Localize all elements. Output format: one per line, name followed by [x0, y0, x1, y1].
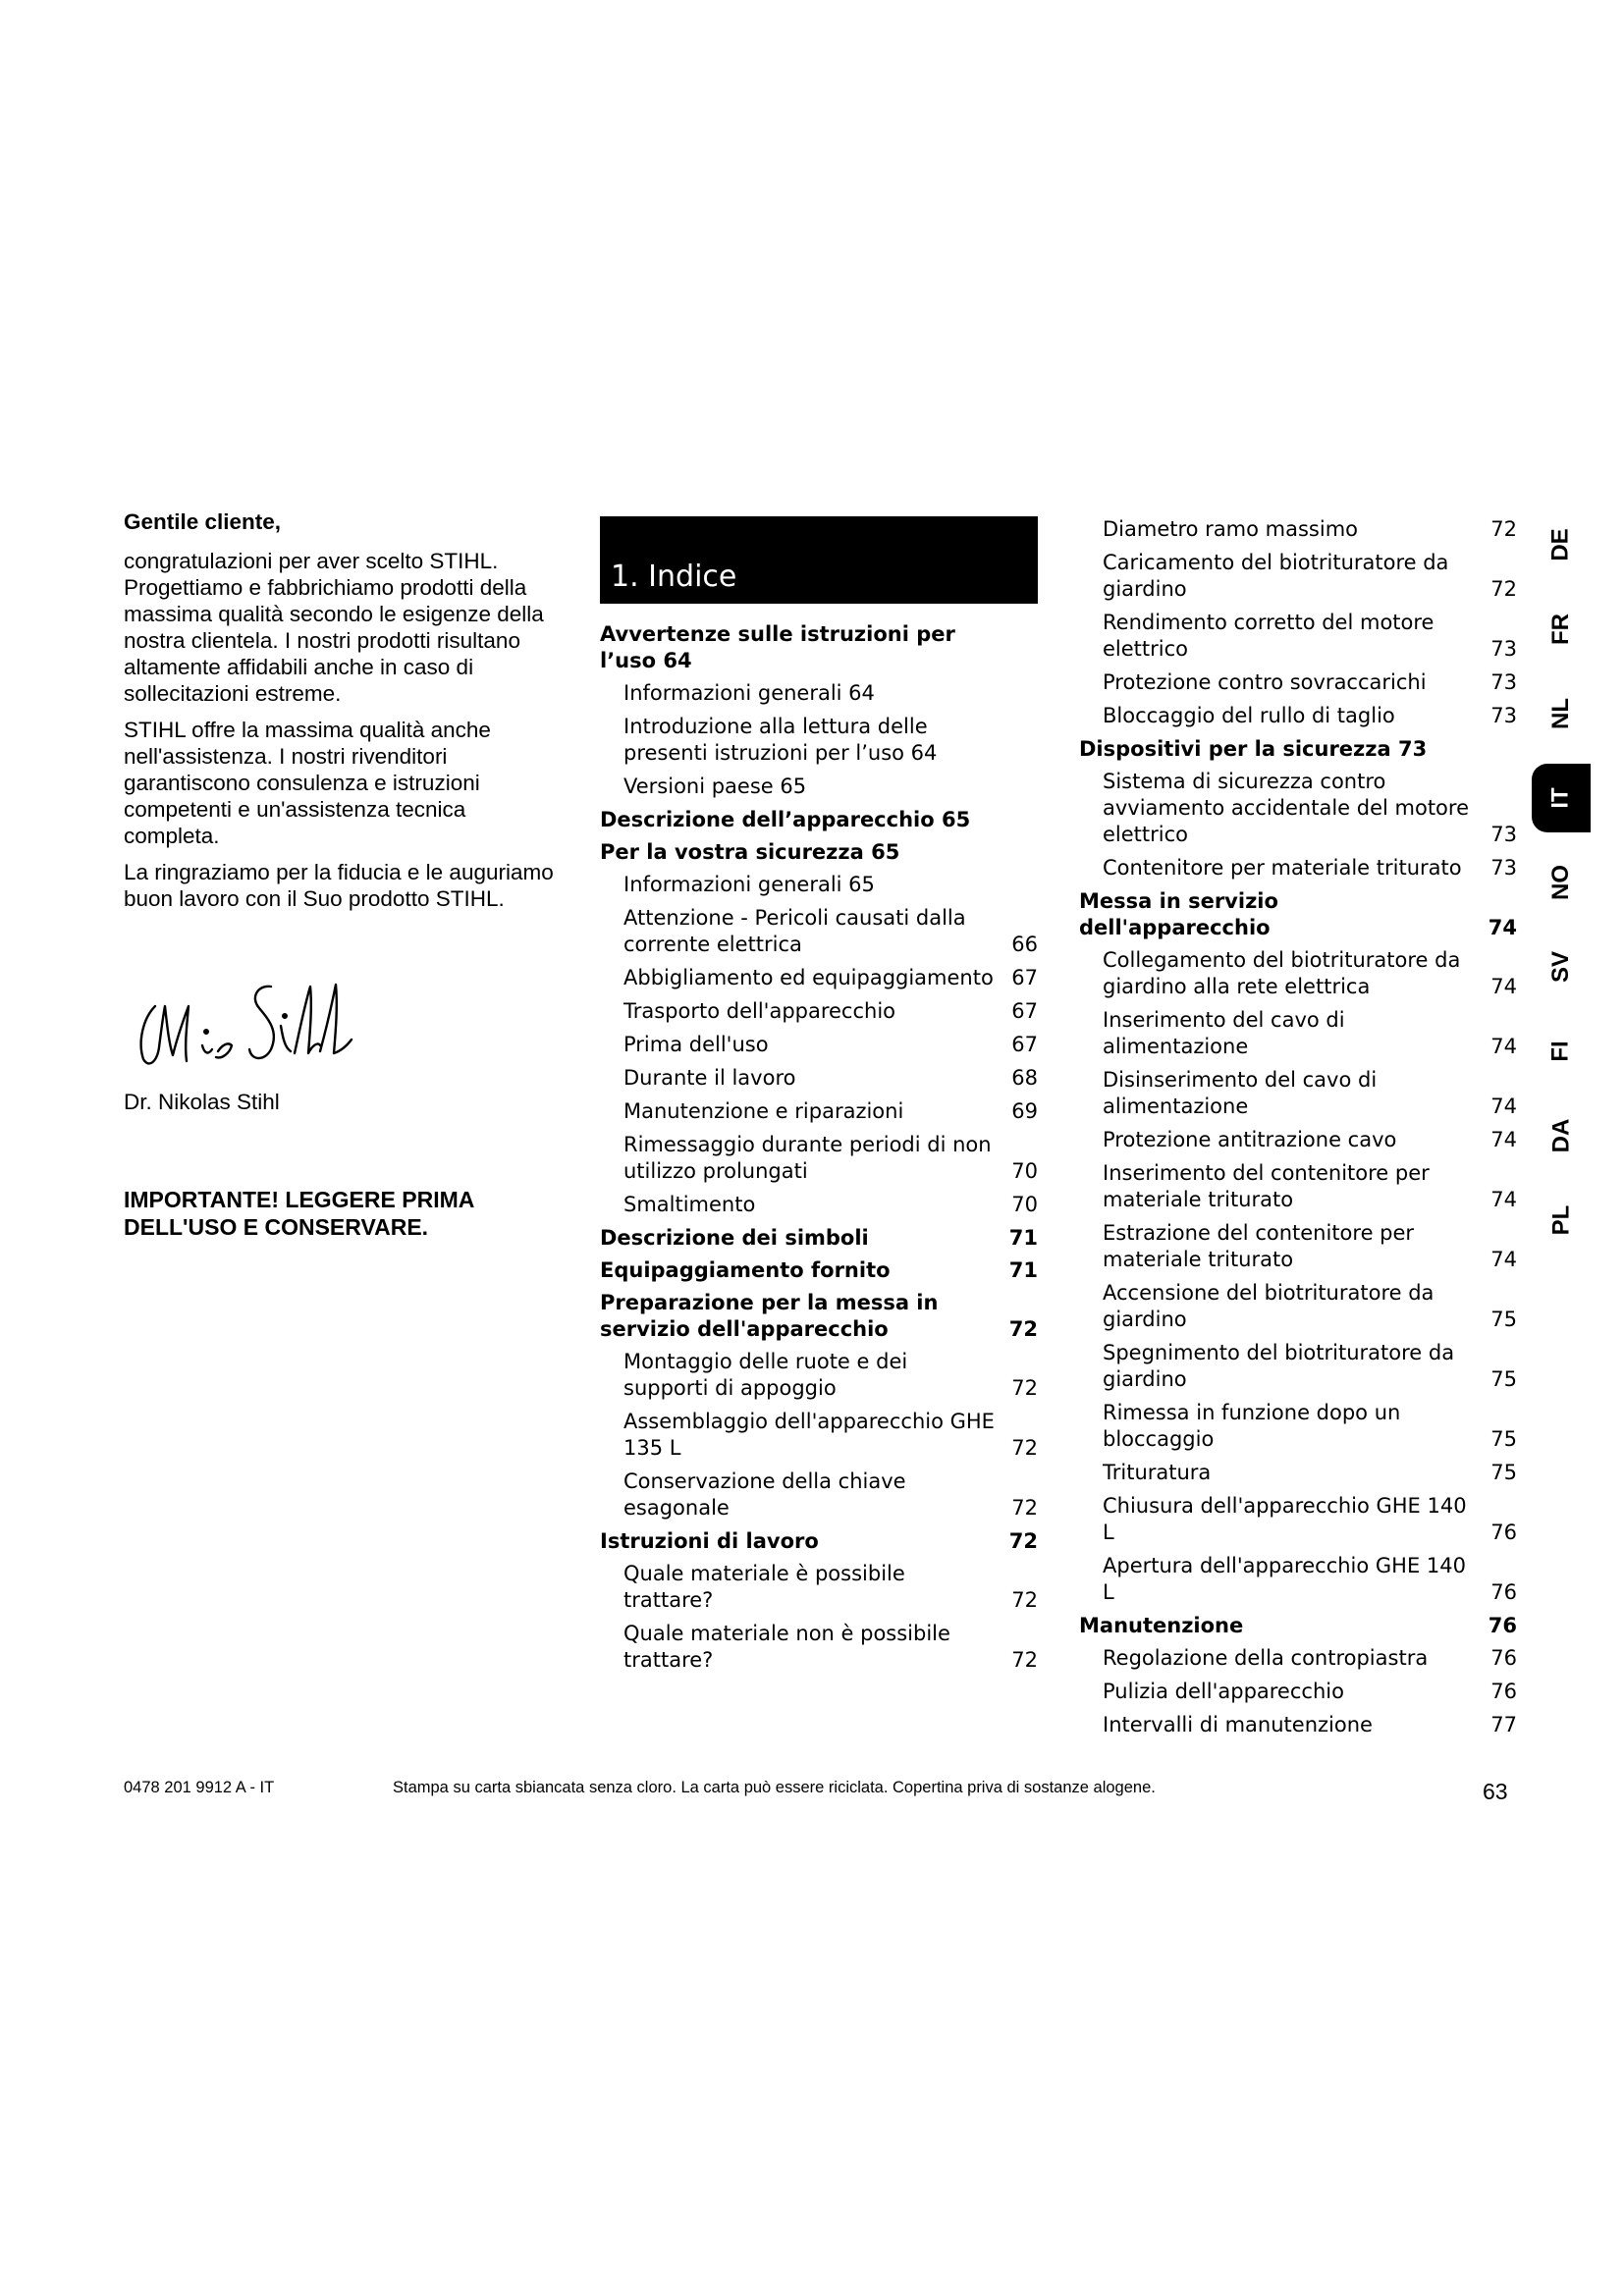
toc-heading	[600, 516, 1038, 604]
toc-entry-title: Trasporto dell'apparecchio	[623, 999, 896, 1023]
toc-entry-title: Manutenzione e riparazioni	[623, 1099, 904, 1123]
toc-entry	[1079, 1645, 1517, 1672]
toc-entry-title: Pulizia dell'apparecchio	[1103, 1680, 1344, 1703]
toc-entry-title: Prima dell'uso	[623, 1033, 769, 1056]
toc-entry	[600, 621, 1038, 674]
language-tab-fr	[1532, 595, 1591, 664]
language-tab-label: SV	[1546, 950, 1574, 984]
toc-entry-page: 74	[1490, 975, 1517, 998]
toc-entry-title: Estrazione del contenitore per materiale triturato	[1103, 1221, 1415, 1271]
toc-entry-page: 72	[1490, 577, 1517, 601]
toc-entry-page: 72	[1011, 1376, 1038, 1400]
signatory-name: Dr. Nikolas Stihl	[124, 1090, 280, 1114]
toc-entry-title: Abbigliamento ed equipaggiamento	[623, 966, 994, 989]
toc-heading-text: 1. Indice	[611, 560, 737, 594]
toc-entry-page: 76	[1490, 1580, 1517, 1604]
toc-entry-page: 75	[1490, 1427, 1517, 1451]
language-tab-no	[1532, 848, 1591, 917]
toc-entry-page: 72	[1011, 1436, 1038, 1460]
toc-entry-title: Protezione antitrazione cavo	[1103, 1128, 1397, 1151]
toc-entry-page: 71	[1008, 1258, 1038, 1282]
toc-entry	[1079, 1067, 1517, 1120]
toc-column-2	[1079, 516, 1517, 1745]
important-notice: IMPORTANTE! LEGGERE PRIMA DELL'USO E CONSERVARE.	[124, 1187, 474, 1240]
signature-image	[124, 967, 359, 1075]
toc-entry-title: Spegnimento del biotrituratore da giardino	[1103, 1341, 1455, 1391]
toc-entry	[600, 774, 1038, 800]
toc-entry	[1079, 736, 1517, 763]
toc-entry	[1079, 1007, 1517, 1060]
toc-entry-page: 73	[1490, 856, 1517, 880]
intro-paragraph-1: congratulazioni per aver scelto STIHL. Progettiamo e fabbrichiamo prodotti della massima qualità secondo le esigenze della nostra clientela. I nostri prodotti risultano altamente affidabili anche in caso di sollecitazioni estreme.	[124, 549, 544, 706]
toc-entry-page: 72	[1008, 1529, 1038, 1553]
toc-entry-page: 71	[1008, 1226, 1038, 1250]
language-tab-label: PL	[1546, 1204, 1574, 1236]
toc-entry-page: 74	[1490, 1095, 1517, 1118]
toc-entry	[1079, 947, 1517, 1000]
toc-entry	[1079, 550, 1517, 603]
toc-list-1	[600, 621, 1038, 1674]
toc-entry	[1079, 1712, 1517, 1738]
toc-entry	[600, 998, 1038, 1025]
toc-entry-page: 69	[1011, 1099, 1038, 1123]
toc-entry-page: 72	[1011, 1496, 1038, 1520]
language-tab-label: IT	[1546, 787, 1574, 809]
page-footer	[0, 1779, 1624, 1808]
toc-entry	[1079, 769, 1517, 848]
language-tab-label: FI	[1546, 1041, 1574, 1062]
language-tab-it	[1532, 764, 1591, 832]
language-tab-pl	[1532, 1186, 1591, 1255]
intro-paragraph-3: La ringraziamo per la fiducia e le auguriamo buon lavoro con il Suo prodotto STIHL.	[124, 860, 554, 911]
language-tab-label: NL	[1547, 698, 1574, 729]
toc-entry	[600, 1192, 1038, 1218]
toc-entry-title: Diametro ramo massimo	[1103, 517, 1359, 541]
language-tab-label: DE	[1547, 528, 1574, 561]
toc-entry-page: 74	[1490, 1035, 1517, 1058]
toc-entry-page: 67	[1011, 999, 1038, 1023]
toc-entry-title: Manutenzione	[1079, 1614, 1244, 1637]
toc-entry	[600, 1561, 1038, 1614]
toc-entry	[600, 1349, 1038, 1402]
toc-entry-title: Avvertenze sulle istruzioni per l’uso 64	[600, 622, 955, 672]
toc-entry-page: 76	[1490, 1646, 1517, 1670]
toc-entry	[600, 905, 1038, 958]
toc-entry-page: 77	[1490, 1713, 1517, 1736]
toc-entry	[1079, 516, 1517, 543]
toc-entry-title: Informazioni generali 65	[623, 873, 875, 896]
toc-entry-title: Disinserimento del cavo di alimentazione	[1103, 1068, 1378, 1118]
toc-entry	[1079, 1280, 1517, 1333]
toc-entry-page: 74	[1490, 1188, 1517, 1211]
language-tab-label: DA	[1546, 1118, 1574, 1153]
toc-entry-title: Inserimento del cavo di alimentazione	[1103, 1008, 1345, 1058]
toc-entry	[1079, 1220, 1517, 1273]
toc-entry-page: 73	[1490, 637, 1517, 661]
toc-entry-title: Intervalli di manutenzione	[1103, 1713, 1373, 1736]
toc-entry-page: 67	[1011, 1033, 1038, 1056]
toc-entry-page: 70	[1011, 1159, 1038, 1183]
page-number: 63	[1483, 1779, 1508, 1804]
language-tabs	[1532, 510, 1591, 1276]
toc-entry	[600, 1468, 1038, 1522]
toc-entry-page: 74	[1490, 1128, 1517, 1151]
language-tab-nl	[1532, 679, 1591, 748]
language-tab-label: FR	[1547, 614, 1574, 645]
toc-entry-page: 72	[1011, 1588, 1038, 1612]
toc-entry-title: Chiusura dell'apparecchio GHE 140 L	[1103, 1494, 1467, 1544]
toc-entry-page: 73	[1490, 670, 1517, 694]
language-tab-da	[1532, 1101, 1591, 1170]
toc-entry-page: 67	[1011, 966, 1038, 989]
toc-entry-title: Preparazione per la messa in servizio dell'apparecchio	[600, 1291, 939, 1341]
toc-entry	[600, 1290, 1038, 1343]
toc-entry	[1079, 610, 1517, 663]
toc-entry	[600, 1409, 1038, 1462]
toc-entry-title: Contenitore per materiale triturato	[1103, 856, 1462, 880]
toc-entry-page: 68	[1011, 1066, 1038, 1090]
toc-entry-title: Trituratura	[1103, 1461, 1212, 1484]
toc-entry-page: 70	[1011, 1193, 1038, 1216]
toc-entry	[600, 872, 1038, 898]
toc-column-1	[600, 516, 1038, 1681]
toc-entry	[600, 1621, 1038, 1674]
toc-entry	[1079, 1460, 1517, 1486]
document-code: 0478 201 9912 A - IT	[124, 1779, 275, 1796]
intro-column	[124, 508, 566, 1241]
toc-entry-title: Attenzione - Pericoli causati dalla corrente elettrica	[623, 906, 966, 956]
toc-entry-title: Informazioni generali 64	[623, 681, 875, 705]
toc-entry-title: Dispositivi per la sicurezza 73	[1079, 737, 1428, 761]
toc-entry-page: 72	[1490, 517, 1517, 541]
toc-entry	[600, 1528, 1038, 1555]
toc-entry-title: Durante il lavoro	[623, 1066, 796, 1090]
language-tab-fi	[1532, 1017, 1591, 1086]
toc-entry-title: Descrizione dei simboli	[600, 1226, 869, 1250]
toc-entry-page: 74	[1490, 1248, 1517, 1271]
toc-entry-title: Introduzione alla lettura delle presenti istruzioni per l’uso 64	[623, 715, 938, 765]
toc-entry-title: Regolazione della contropiastra	[1103, 1646, 1429, 1670]
toc-entry	[1079, 669, 1517, 696]
toc-entry	[1079, 703, 1517, 729]
toc-entry-page: 75	[1490, 1461, 1517, 1484]
toc-entry-title: Istruzioni di lavoro	[600, 1529, 819, 1553]
toc-entry-page: 72	[1008, 1317, 1038, 1341]
toc-entry	[600, 1132, 1038, 1185]
toc-entry	[600, 1098, 1038, 1125]
greeting: Gentile cliente,	[124, 509, 282, 534]
toc-entry	[1079, 1613, 1517, 1639]
toc-entry	[1079, 1127, 1517, 1153]
toc-entry	[600, 1225, 1038, 1252]
toc-entry-page: 76	[1490, 1680, 1517, 1703]
toc-entry-title: Messa in servizio dell'apparecchio	[1079, 889, 1278, 939]
toc-entry-page: 76	[1488, 1614, 1517, 1637]
toc-entry	[600, 965, 1038, 991]
toc-entry-title: Conservazione della chiave esagonale	[623, 1469, 906, 1520]
toc-entry-title: Versioni paese 65	[623, 774, 807, 798]
toc-entry	[1079, 1160, 1517, 1213]
toc-entry-title: Caricamento del biotrituratore da giardino	[1103, 551, 1449, 601]
toc-entry-title: Inserimento del contenitore per materiale triturato	[1103, 1161, 1430, 1211]
toc-entry-page: 72	[1011, 1648, 1038, 1672]
language-tab-label: NO	[1547, 865, 1574, 900]
toc-entry	[1079, 1553, 1517, 1606]
toc-entry	[600, 1065, 1038, 1092]
toc-entry	[600, 680, 1038, 707]
toc-entry-title: Rimessaggio durante periodi di non utilizzo prolungati	[623, 1133, 992, 1183]
toc-entry-page: 75	[1490, 1367, 1517, 1391]
toc-entry	[1079, 1340, 1517, 1393]
toc-entry-page: 73	[1490, 704, 1517, 727]
toc-entry-title: Protezione contro sovraccarichi	[1103, 670, 1427, 694]
toc-entry	[600, 839, 1038, 866]
language-tab-sv	[1532, 933, 1591, 1001]
toc-entry	[1079, 1679, 1517, 1705]
toc-entry-title: Quale materiale non è possibile trattare?	[623, 1622, 950, 1672]
toc-entry	[600, 1032, 1038, 1058]
toc-entry-page: 66	[1011, 933, 1038, 956]
toc-entry	[1079, 1400, 1517, 1453]
toc-entry-title: Descrizione dell’apparecchio 65	[600, 808, 971, 831]
toc-entry-title: Rimessa in funzione dopo un bloccaggio	[1103, 1401, 1401, 1451]
toc-entry-page: 74	[1488, 916, 1517, 939]
toc-entry-page: 75	[1490, 1308, 1517, 1331]
toc-entry-title: Per la vostra sicurezza 65	[600, 840, 900, 864]
toc-entry	[600, 807, 1038, 833]
toc-entry	[1079, 1493, 1517, 1546]
toc-entry-page: 76	[1490, 1521, 1517, 1544]
toc-entry	[1079, 888, 1517, 941]
toc-entry-title: Sistema di sicurezza contro avviamento accidentale del motore elettrico	[1103, 770, 1469, 846]
toc-entry-title: Bloccaggio del rullo di taglio	[1103, 704, 1395, 727]
toc-entry	[600, 714, 1038, 767]
paper-note: Stampa su carta sbiancata senza cloro. La carta può essere riciclata. Copertina priva di sostanze alogene.	[393, 1779, 1156, 1796]
toc-entry-title: Assemblaggio dell'apparecchio GHE 135 L	[623, 1410, 995, 1460]
toc-entry-title: Smaltimento	[623, 1193, 756, 1216]
language-tab-de	[1532, 510, 1591, 579]
toc-entry	[1079, 855, 1517, 881]
toc-entry-title: Collegamento del biotrituratore da giardino alla rete elettrica	[1103, 948, 1461, 998]
toc-list-2	[1079, 516, 1517, 1738]
toc-entry	[600, 1257, 1038, 1284]
toc-entry-title: Rendimento corretto del motore elettrico	[1103, 611, 1435, 661]
toc-entry-title: Equipaggiamento fornito	[600, 1258, 891, 1282]
toc-entry-title: Apertura dell'apparecchio GHE 140 L	[1103, 1554, 1467, 1604]
toc-entry-page: 73	[1490, 823, 1517, 846]
intro-paragraph-2: STIHL offre la massima qualità anche nell'assistenza. I nostri rivenditori garantiscono consulenza e istruzioni competenti e un'assistenza tecnica completa.	[124, 718, 491, 848]
toc-entry-title: Accensione del biotrituratore da giardino	[1103, 1281, 1435, 1331]
toc-entry-title: Montaggio delle ruote e dei supporti di appoggio	[623, 1350, 908, 1400]
toc-entry-title: Quale materiale è possibile trattare?	[623, 1562, 905, 1612]
